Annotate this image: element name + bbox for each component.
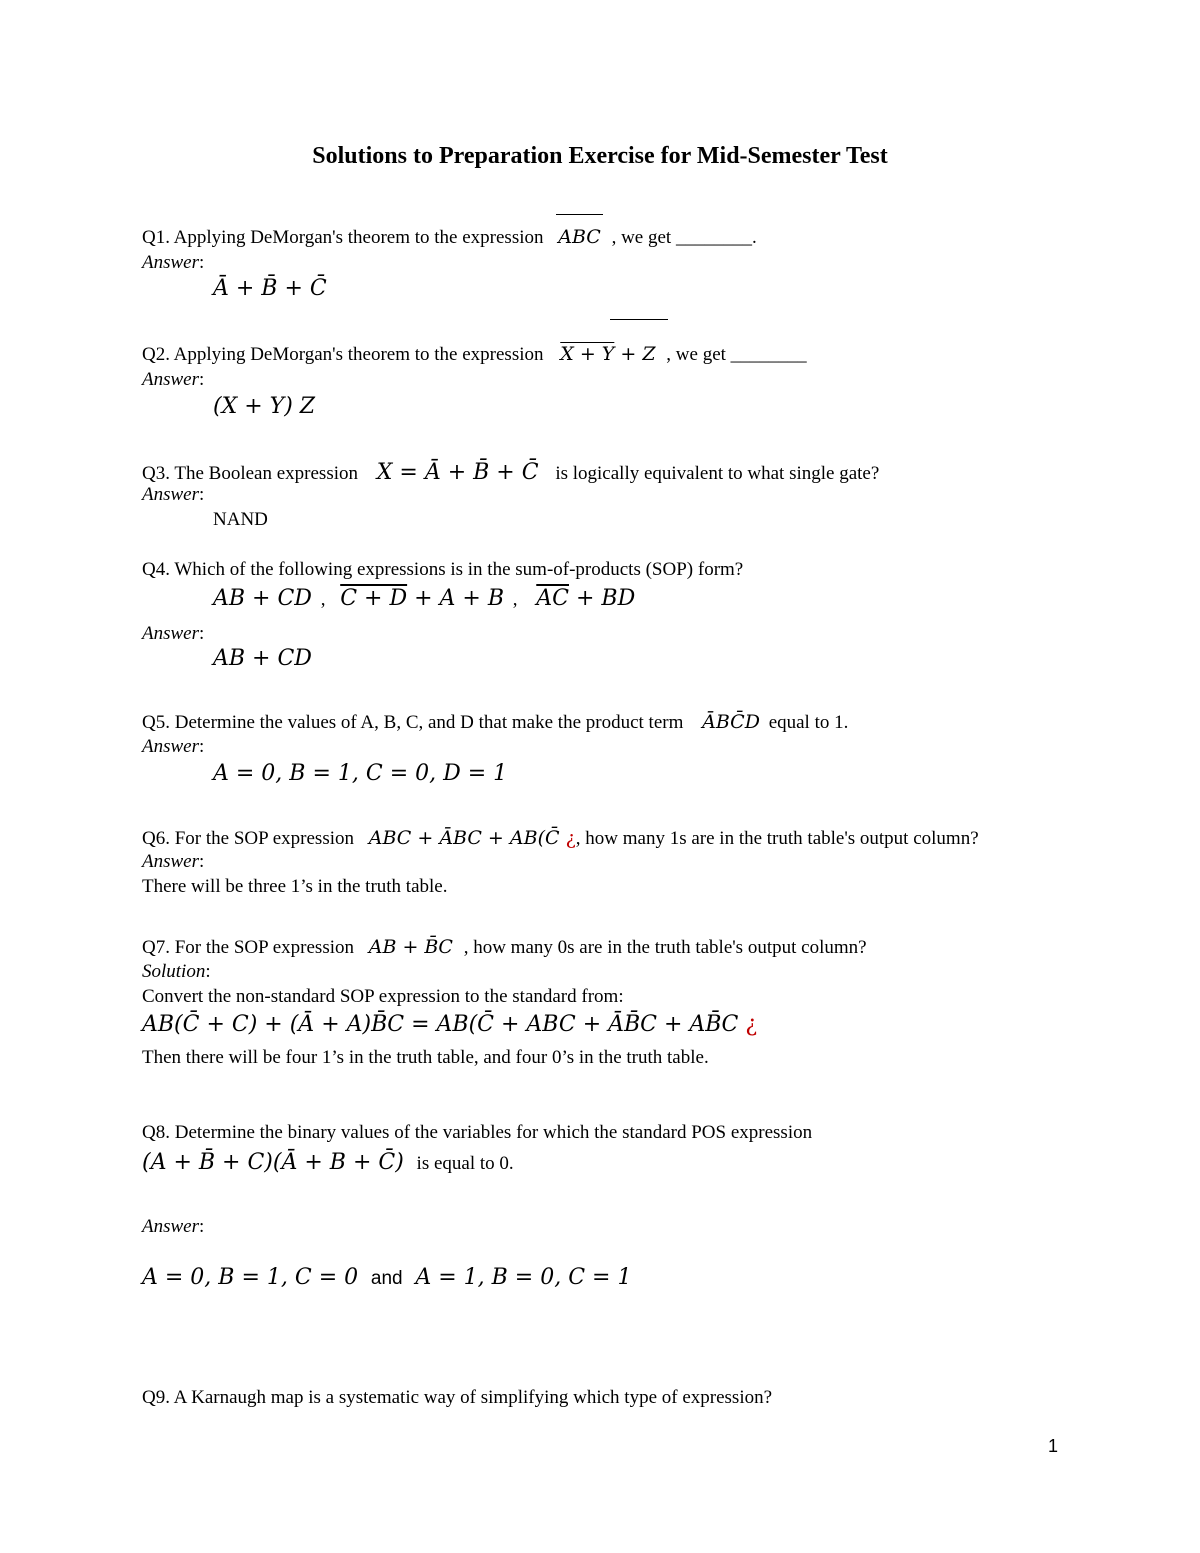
page-title: Solutions to Preparation Exercise for Mid-Semester Test — [312, 143, 888, 169]
question-2 — [142, 343, 807, 366]
answer-label-2: Answer: — [142, 369, 205, 390]
question-6-prefix: Q6. For the SOP expression — [142, 828, 354, 849]
answer-6: There will be three 1’s in the truth table. — [142, 876, 448, 897]
option-1: AB + CD — [213, 586, 312, 611]
answer-label-1: Answer: — [142, 252, 205, 273]
question-2-expression: X + Y + Z — [560, 343, 656, 365]
question-8: Q8. Determine the binary values of the variables for which the standard POS expression — [142, 1122, 813, 1143]
answer-label-5: Answer: — [142, 736, 205, 757]
question-7-prefix: Q7. For the SOP expression — [142, 937, 354, 958]
question-8-suffix: is equal to 0. — [416, 1153, 514, 1174]
question-3-suffix: is logically equivalent to what single gate? — [555, 463, 880, 484]
solution-label-7: Solution: — [142, 961, 211, 982]
page-number: 1 — [1048, 1436, 1059, 1456]
answer-8-part-1: A = 0, B = 1, C = 0 — [142, 1265, 359, 1290]
question-8-expression: (A + B̄ + C)(Ā + B + C̄) — [142, 1150, 404, 1175]
answer-8 — [142, 1265, 631, 1290]
question-5-prefix: Q5. Determine the values of A, B, C, and D that make the product term — [142, 712, 684, 733]
question-7 — [142, 936, 867, 959]
answer-5: A = 0, B = 1, C = 0, D = 1 — [213, 761, 508, 786]
answer-label-6: Answer: — [142, 851, 205, 872]
question-6 — [142, 827, 979, 850]
question-8-expression-line — [142, 1150, 514, 1175]
question-6-expression: ABC + ĀBC + AB(C̄ ¿ — [368, 827, 576, 849]
question-3 — [142, 460, 879, 485]
option-3: $\overline{AC}$ + BD — [536, 586, 636, 611]
question-5-expression: ĀBC̄D — [702, 711, 760, 733]
answer-label-4: Answer: — [142, 623, 205, 644]
question-3-prefix: Q3. The Boolean expression — [142, 463, 358, 484]
answer-8-part-2: A = 1, B = 0, C = 1 — [415, 1265, 632, 1290]
question-2-prefix: Q2. Applying DeMorgan's theorem to the expression — [142, 344, 544, 365]
solution-7-intro: Convert the non-standard SOP expression to the standard from: — [142, 986, 624, 1007]
q2-outer-bar — [610, 319, 668, 320]
question-1 — [142, 226, 757, 249]
question-1-suffix: , we get ________. — [611, 227, 757, 248]
question-7-expression: AB + B̄C — [368, 936, 453, 958]
question-1-expression: ABC — [558, 226, 601, 248]
solution-7-derivation: AB(C̄ + C) + (Ā + A)B̄C = AB(C̄ + ABC + ĀB̄C + AB̄C ¿ — [142, 1012, 758, 1037]
question-5-suffix: equal to 1. — [768, 712, 849, 733]
question-4-options: AB + CD , C + D + A + B , $\overline{AC}$ + BD — [213, 586, 636, 611]
answer-2: (X + Y) Z — [213, 394, 316, 419]
question-2-suffix: , we get ________ — [666, 344, 807, 365]
answer-3: NAND — [213, 509, 268, 530]
answer-8-and: and — [370, 1268, 403, 1289]
option-2: C + D + A + B — [340, 586, 505, 611]
question-4: Q4. Which of the following expressions is in the sum-of-products (SOP) form? — [142, 559, 744, 580]
question-3-expression: X = Ā + B̄ + C̄ — [376, 460, 539, 485]
answer-1: Ā + B̄ + C̄ — [213, 276, 327, 301]
question-5 — [142, 711, 848, 734]
question-6-suffix: , how many 1s are in the truth table's output column? — [575, 828, 979, 849]
question-7-suffix: , how many 0s are in the truth table's output column? — [463, 937, 867, 958]
question-9: Q9. A Karnaugh map is a systematic way of simplifying which type of expression? — [142, 1387, 773, 1408]
answer-4: AB + CD — [213, 646, 312, 671]
solution-7-conclusion: Then there will be four 1’s in the truth table, and four 0’s in the truth table. — [142, 1047, 709, 1068]
question-1-prefix: Q1. Applying DeMorgan's theorem to the expression — [142, 227, 544, 248]
answer-label-8: Answer: — [142, 1216, 205, 1237]
answer-label-3: Answer: — [142, 484, 205, 505]
